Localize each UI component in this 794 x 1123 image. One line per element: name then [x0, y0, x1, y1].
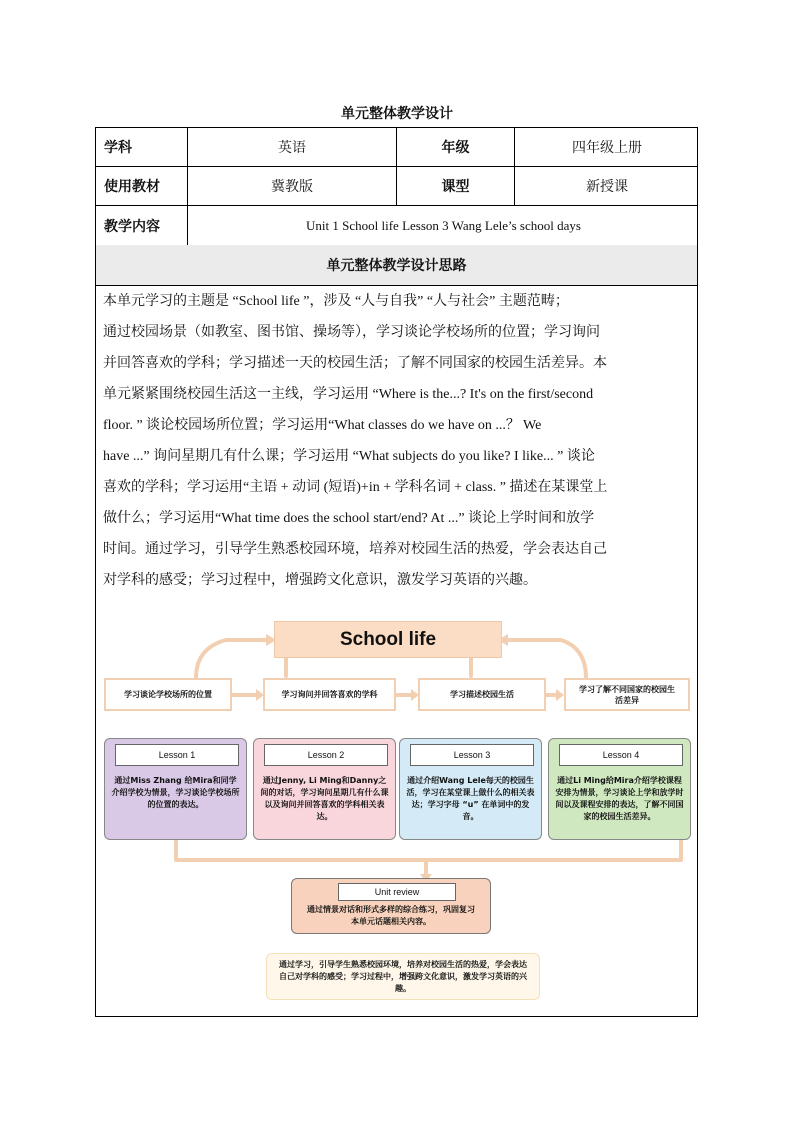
lesson-card [253, 738, 396, 840]
paragraph-line: 喜欢的学科；学习运用“主语 + 动词 (短语)+in + 学科名词 + class. ” 描述在某课堂上 [103, 480, 608, 495]
lesson-type-label: 课型 [441, 179, 470, 195]
paragraph-line: 通过校园场景（如教室、图书馆、操场等），学习谈论学校场所的位置；学习询问 [103, 325, 600, 340]
unit-review-card [291, 878, 491, 934]
summary-box: 通过学习，引导学生熟悉校园环境，培养对校园生活的热爱，学会表达自己对学科的感受；学习过程中，增强跨文化意识，激发学习英语的兴趣。 [266, 953, 540, 1000]
textbook-value: 冀教版 [271, 179, 313, 195]
unit-review-label: Unit review [338, 883, 456, 901]
paragraph-line: 时间。通过学习，引导学生熟悉校园环境，培养对校园生活的热爱，学会表达自己 [103, 542, 607, 557]
lesson-type-value: 新授课 [586, 179, 628, 195]
paragraph-line: 本单元学习的主题是 “School life ”，涉及 “人与自我” “人与社会” 主题范畴； [103, 294, 569, 309]
unit-diagram [96, 618, 699, 1008]
paragraph-line: 对学科的感受；学习过程中，增强跨文化意识，激发学习英语的兴趣。 [103, 573, 537, 588]
lesson-label: Lesson 2 [264, 744, 388, 766]
page-title: 单元整体教学设计 [341, 106, 453, 122]
unit-review-text: 通过情景对话和形式多样的综合练习，巩固复习本单元话题相关内容。 [307, 905, 475, 926]
lesson-label: Lesson 3 [410, 744, 534, 766]
paragraph-line: 单元紧紧围绕校园生活这一主线，学习运用 “Where is the...? It's on the first/second [103, 387, 594, 402]
lesson-card [104, 738, 247, 840]
subject-label: 学科 [104, 140, 132, 156]
paragraph-line: have ...” 询问星期几有什么课；学习运用 “What subjects do you like? I like... ” 谈论 [103, 449, 595, 464]
paragraph-line: 并回答喜欢的学科；学习描述一天的校园生活；了解不同国家的校园生活差异。本 [103, 356, 607, 371]
design-paragraph [103, 286, 693, 596]
grade-label: 年级 [441, 140, 470, 156]
lesson-card [399, 738, 542, 840]
content-value: Unit 1 School life Lesson 3 Wang Lele’s school days [306, 217, 581, 233]
subject-value: 英语 [278, 140, 306, 156]
grade-value: 四年级上册 [572, 140, 642, 156]
lesson-text: 通过Jenny, Li Ming和Danny之间的对话，学习询问星期几有什么课以及询问并回答喜欢的学科相关表达。 [260, 776, 389, 821]
topic-box: School life [274, 621, 502, 658]
goal-box: 学习了解不同国家的校园生活差异 [564, 678, 690, 711]
lesson-text: 通过Li Ming给Mira介绍学校课程安排为情景，学习谈论上学和放学时间以及课程安排的表达，了解不同国家的校园生活差异。 [555, 776, 684, 821]
goal-box: 学习描述校园生活 [418, 678, 546, 711]
goal-box: 学习谈论学校场所的位置 [104, 678, 232, 711]
goal-box: 学习询问并回答喜欢的学科 [263, 678, 396, 711]
lesson-label: Lesson 4 [559, 744, 683, 766]
lesson-text: 通过介绍Wang Lele每天的校园生活，学习在某堂课上做什么的相关表达；学习字母 “u” 在单词中的发音。 [406, 776, 535, 821]
paragraph-line: 做什么；学习运用“What time does the school start/end? At ...” 谈论上学时间和放学 [103, 511, 595, 526]
lesson-text: 通过Miss Zhang 给Mira和同学介绍学校为情景，学习谈论学校场所的位置的表达。 [111, 776, 240, 809]
textbook-label: 使用教材 [104, 179, 160, 195]
section-heading: 单元整体教学设计思路 [96, 245, 697, 285]
paragraph-line: floor. ” 谈论校园场所位置；学习运用“What classes do we have on ...？ We [103, 418, 542, 433]
lesson-label: Lesson 1 [115, 744, 239, 766]
design-table [95, 127, 698, 1017]
lesson-card [548, 738, 691, 840]
content-label: 教学内容 [104, 218, 160, 235]
